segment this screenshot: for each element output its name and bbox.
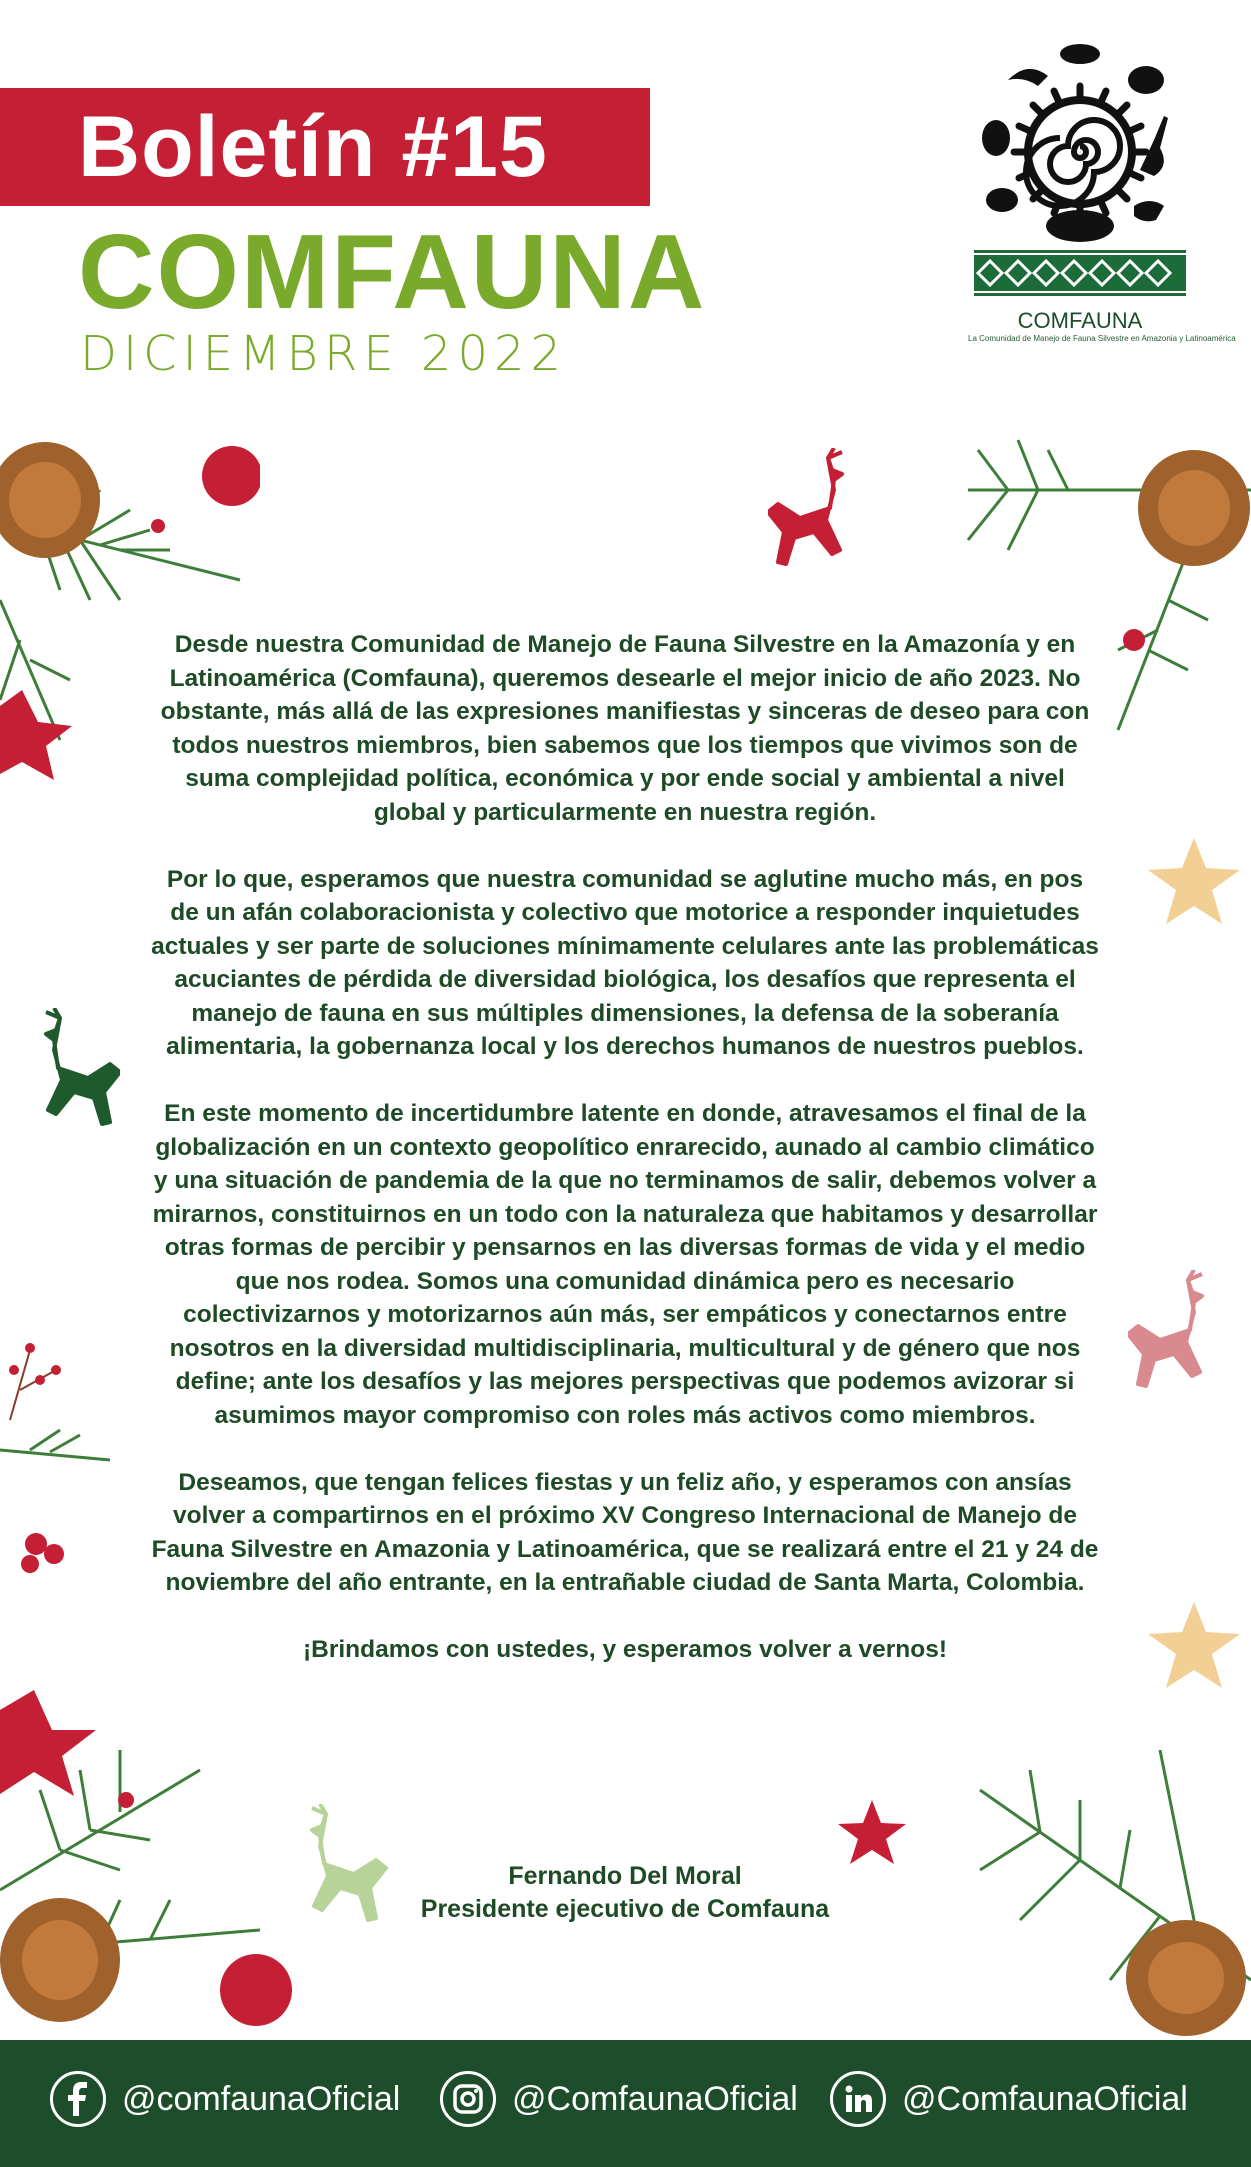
signer-role: Presidente ejecutivo de Comfauna [420, 1895, 830, 1923]
red-star-icon [836, 1798, 908, 1868]
instagram-handle[interactable]: @ComfaunaOficial [512, 2079, 798, 2118]
linkedin-link[interactable] [830, 2069, 1188, 2129]
cookie-star-icon [1146, 1600, 1242, 1692]
letter-paragraph: En este momento de incertidumbre latente en donde, atravesamos el final de la globalización en un contexto geopolítico enrarecido, aunado al cambio climático y una situación de pandemia de la que no terminamos de salir, debemos volver a mirarnos, constituirnos en un todo con la naturaleza que habitamos y desarrollar otras formas de percibir y pensarnos en las diversas formas de vida y el medio que nos rodea. Somos una comunidad dinámica pero es necesario colectivizarnos y motorizarnos aún más, ser empáticos y conectarnos entre nosotros en la diversidad multidisciplinaria, multicultural y de género que nos define; ante los desafíos y las mejores perspectivas que podemos avizorar si asumimos mayor compromiso con roles más activos como miembros. [152, 1100, 1098, 1429]
comfauna-logo [968, 40, 1236, 352]
signer-name: Fernando Del Moral [508, 1862, 742, 1890]
organization-name: COMFAUNA [78, 213, 707, 331]
facebook-link[interactable] [50, 2069, 400, 2129]
issue-date: DICIEMBRE 2022 [80, 326, 568, 382]
holly-berries-icon [0, 1524, 80, 1584]
signature [360, 1860, 890, 1926]
logo-emblem-icon [968, 40, 1192, 300]
letter-paragraph: Desde nuestra Comunidad de Manejo de Fauna Silvestre en la Amazonía y en Latinoamérica (Comfauna), queremos desearle el mejor inicio de año 2023. No obstante, más allá de las expresiones manifiestas y sinceras de deseo para con todos nuestros miembros, bien sabemos que los tiempos que vivimos son de suma complejidad política, económica y por ende social y ambiental a nivel global y particularmente en nuestra región. [160, 631, 1090, 826]
berry-branch-icon [0, 1330, 120, 1470]
logo-tagline: La Comunidad de Manejo de Fauna Silvestre en Amazonia y Latinoamérica [968, 334, 1236, 343]
green-reindeer-icon [30, 1008, 120, 1148]
letter-closing: ¡Brindamos con ustedes, y esperamos volver a vernos! [302, 1636, 948, 1663]
instagram-link[interactable] [440, 2069, 798, 2129]
logo-name: COMFAUNA [1017, 308, 1143, 333]
bulletin-title: Boletín #15 [78, 99, 548, 195]
letter-paragraph: Por lo que, esperamos que nuestra comunidad se aglutine mucho más, en pos de un afán colaboracionista y colectivo que motorice a responder inquietudes actuales y ser parte de soluciones mínimamente celulares ante las problemáticas acuciantes de pérdida de diversidad biológica, los desafíos que representa el manejo de fauna en sus múltiples dimensiones, la defensa de la soberanía alimentaria, la gobernanza local y los derechos humanos de nuestros pueblos. [151, 865, 1099, 1060]
facebook-icon[interactable] [50, 2071, 106, 2127]
pine-branch-bottom-right-icon [960, 1750, 1251, 2040]
letter-body [150, 628, 1100, 1700]
linkedin-icon[interactable] [830, 2071, 886, 2127]
facebook-handle[interactable]: @comfaunaOficial [122, 2079, 401, 2118]
pink-reindeer-icon [1128, 1270, 1218, 1410]
letter-paragraph: Deseamos, que tengan felices fiestas y un feliz año, y esperamos con ansías volver a compartirnos en el próximo XV Congreso Internacional de Manejo de Fauna Silvestre en Amazonia y Latinoamérica, que se realizará entre el 21 y 24 de noviembre del año entrante, en la entrañable ciudad de Santa Marta, Colombia. [151, 1468, 1099, 1596]
pine-branch-bottom-left-icon [0, 1690, 300, 2040]
linkedin-handle[interactable]: @ComfaunaOficial [902, 2079, 1188, 2118]
cookie-star-icon [1146, 836, 1242, 928]
instagram-icon[interactable] [440, 2071, 496, 2127]
red-reindeer-icon [768, 448, 858, 588]
